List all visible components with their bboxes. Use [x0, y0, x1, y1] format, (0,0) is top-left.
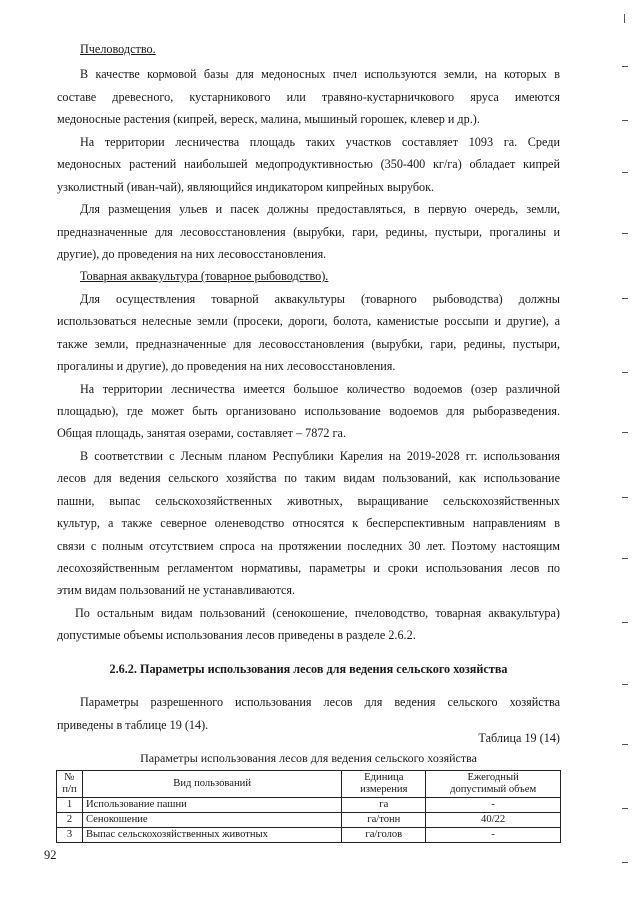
cell-kind: Использование пашни	[82, 798, 341, 813]
table-row	[57, 798, 561, 813]
col-header-number-top: №	[64, 772, 75, 783]
cell-unit: га/голов	[342, 828, 426, 843]
section-heading-2-6-2: 2.6.2. Параметры использования лесов для ведения сельского хозяйства	[109, 662, 508, 676]
cell-volume: -	[426, 798, 561, 813]
p4-line-2: использоваться нелесные земли (просеки, дороги, болота, каменистые россыпи и другие), а	[57, 314, 560, 328]
scan-edge-mark	[622, 172, 628, 173]
p6-line-2: лесов для ведения сельского хозяйства по таким видам пользований, как использование	[57, 471, 560, 485]
table-row	[57, 813, 561, 828]
scan-edge-mark	[622, 684, 628, 685]
p2-line-2: медоносных растений наибольшей медопродуктивностью (350-400 кг/га) обладает кипрей	[57, 157, 560, 171]
scan-edge-mark	[622, 298, 628, 299]
p1-line-1: В качестве кормовой базы для медоносных пчел используются земли, на которых в	[80, 67, 560, 81]
p5-line-1: На территории лесничества имеется большое количество водоемов (озер различной	[80, 382, 560, 396]
cell-volume: -	[426, 828, 561, 843]
p6-line-6: лесохозяйственным регламентом нормативы, параметры и сроки использования лесов по	[57, 561, 560, 575]
p6-line-3: пашни, выпас сельскохозяйственных животных, выращивание сельскохозяйственных	[57, 494, 560, 508]
col-header-unit-top: Единица	[364, 772, 404, 783]
scan-edge-mark	[622, 432, 628, 433]
scan-edge-mark	[622, 744, 628, 745]
cell-kind: Выпас сельскохозяйственных животных	[82, 828, 341, 843]
p4-line-3: также земли, предназначенные для лесовосстановления (вырубки, гари, редины, пустыри,	[57, 337, 560, 351]
page-number: 92	[44, 848, 57, 862]
scan-edge-mark	[622, 622, 628, 623]
section-title-beekeeping: Пчеловодство.	[80, 42, 156, 56]
p6-line-7: этим видам пользований не устанавливаются.	[57, 583, 296, 597]
col-header-volume	[426, 771, 561, 798]
p6-line-1: В соответствии с Лесным планом Республики Карелия на 2019-2028 гг. использования	[80, 449, 560, 463]
p2-line-3: узколистный (иван-чай), являющийся индикатором кипрейных вырубок.	[57, 180, 435, 194]
p1-line-3: медоносные растения (кипрей, вереск, малина, мышиный горошек, клевер и др.).	[57, 112, 480, 126]
parameters-table	[56, 770, 561, 843]
cell-kind: Сенокошение	[82, 813, 341, 828]
col-header-kind: Вид пользований	[82, 771, 341, 798]
scan-edge-mark	[624, 14, 625, 23]
p5-line-2: площадью), где может быть организовано использование водоемов для рыборазведения.	[57, 404, 560, 418]
p4-line-1: Для осуществления товарной аквакультуры (товарного рыбоводства) должны	[80, 292, 560, 306]
p3-line-3: другие), до проведения на них лесовосстановления.	[57, 247, 327, 261]
col-header-volume-top: Ежегодный	[467, 772, 519, 783]
col-header-number-bottom: п/п	[62, 784, 77, 795]
p7-line-2: допустимые объемы использования лесов приведены в разделе 2.6.2.	[57, 628, 416, 642]
scan-edge-mark	[622, 66, 628, 67]
scan-edge-mark	[622, 558, 628, 559]
scan-edge-mark	[622, 372, 628, 373]
table-number: Таблица 19 (14)	[478, 731, 560, 745]
p1-line-2: составе древесного, кустарникового или травяно-кустарничкового яруса имеются	[57, 90, 560, 104]
p7-line-1: По остальным видам пользований (сенокошение, пчеловодство, товарная аквакультура)	[75, 606, 560, 620]
col-header-volume-bottom: допустимый объем	[450, 784, 537, 795]
cell-unit: га	[342, 798, 426, 813]
p3-line-1: Для размещения ульев и пасек должны предоставляться, в первую очередь, земли,	[80, 202, 560, 216]
cell-volume: 40/22	[426, 813, 561, 828]
table-row	[57, 828, 561, 843]
p6-line-5: связи с полным отсутствием спроса на протяжении последних 30 лет. Поэтому настоящим	[57, 539, 560, 553]
p8-line-1: Параметры разрешенного использования лесов для ведения сельского хозяйства	[80, 695, 560, 709]
table-title: Параметры использования лесов для ведения сельского хозяйства	[140, 751, 477, 765]
cell-unit: га/тонн	[342, 813, 426, 828]
scan-edge-mark	[622, 497, 628, 498]
p8-line-2: приведены в таблице 19 (14).	[57, 718, 209, 732]
cell-number: 3	[57, 828, 83, 843]
scan-edge-mark	[622, 233, 628, 234]
scan-edge-mark	[622, 120, 628, 121]
scan-edge-mark	[622, 808, 628, 809]
col-header-unit	[342, 771, 426, 798]
col-header-unit-bottom: измерения	[360, 784, 408, 795]
p2-line-1: На территории лесничества площадь таких участков составляет 1093 га. Среди	[80, 135, 560, 149]
p3-line-2: предназначенные для лесовосстановления (вырубки, гари, редины, пустыри, прогалины и	[57, 225, 560, 239]
scan-edge-mark	[622, 862, 628, 863]
p6-line-4: культур, а также северное оленеводство относятся к бесперспективным направлениям в	[57, 516, 560, 530]
p5-line-3: Общая площадь, занятая озерами, составляет – 7872 га.	[57, 426, 347, 440]
section-title-aquaculture: Товарная аквакультура (товарное рыбоводство).	[80, 269, 329, 283]
col-header-number	[57, 771, 83, 798]
p4-line-4: прогалины и другие), до проведения на них лесовосстановления.	[57, 359, 396, 373]
table-header-row	[57, 771, 561, 798]
cell-number: 2	[57, 813, 83, 828]
cell-number: 1	[57, 798, 83, 813]
